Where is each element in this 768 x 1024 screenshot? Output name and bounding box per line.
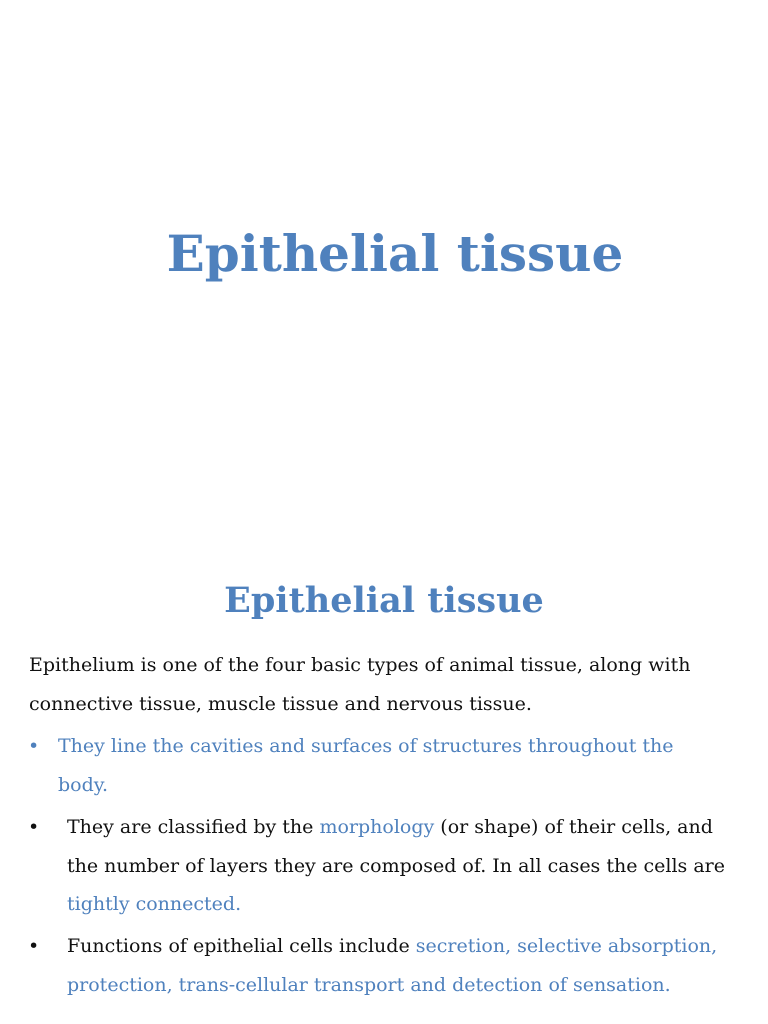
- bullet-2-highlight-morphology: morphology: [319, 816, 435, 838]
- bullet-item-3: [28, 927, 743, 1004]
- bullet-3-highlight-functions: secretion, selective absorption, protection, trans-cellular transport and detection of sensation.: [67, 935, 718, 996]
- bullet-1-text: They line the cavities and surfaces of structures throughout the body.: [58, 735, 674, 796]
- bullet-2-part1: They are classified by the: [67, 816, 320, 838]
- bullet-dot-icon: •: [28, 935, 40, 957]
- slide2-title: Epithelial tissue: [224, 580, 544, 621]
- slide1-title: Epithelial tissue: [166, 224, 624, 283]
- bullet-2-part2: (or shape) of their cells, and the number of layers they are composed of. In all cases the cells are: [67, 816, 725, 877]
- bullet-item-1: [28, 727, 728, 804]
- bullet-dot-icon: •: [28, 816, 40, 838]
- bullet-item-2: [28, 808, 728, 924]
- intro-paragraph: Epithelium is one of the four basic types of animal tissue, along with connective tissue, muscle tissue and nervous tissue.: [29, 654, 691, 715]
- bullet-3-part1: Functions of epithelial cells include: [67, 935, 416, 957]
- bullet-2-highlight-tightly-connected: tightly connected.: [67, 893, 242, 915]
- bullet-3-text: [28, 927, 743, 1004]
- bullet-2-text: [28, 808, 728, 924]
- bullet-dot-icon: •: [28, 735, 40, 757]
